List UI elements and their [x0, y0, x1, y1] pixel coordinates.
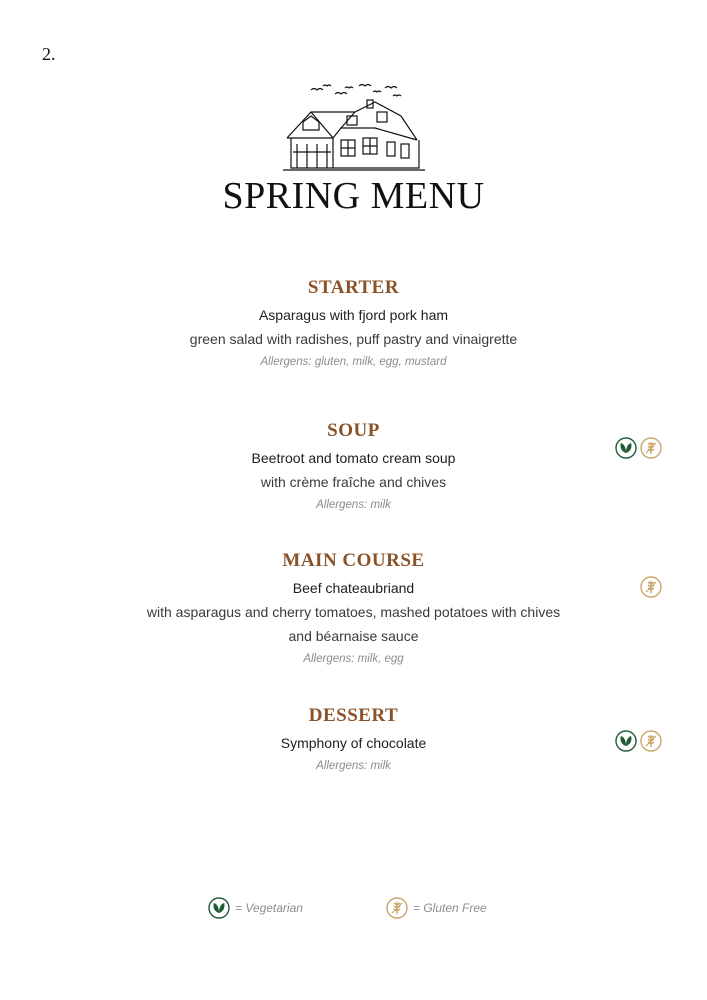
- allergens: Allergens: gluten, milk, egg, mustard: [260, 356, 447, 368]
- vegetarian-icon: [208, 897, 230, 919]
- dish-name: Asparagus with fjord pork ham: [258, 307, 449, 323]
- course-heading: STARTER: [307, 277, 400, 298]
- course-heading: DESSERT: [308, 705, 399, 726]
- legend-vegetarian-label: = Vegetarian: [235, 901, 303, 915]
- gluten-free-icon: [640, 730, 662, 752]
- house-logo: [283, 82, 425, 172]
- gluten-free-icon: [640, 437, 662, 459]
- dish-description: green salad with radishes, puff pastry and vinaigrette: [189, 331, 518, 347]
- dish-description: with asparagus and cherry tomatoes, mashed potatoes with chives: [146, 604, 561, 620]
- gluten-free-icon: [386, 897, 408, 919]
- menu-title: SPRING MENU: [222, 175, 485, 217]
- course-starter: [0, 277, 707, 373]
- dish-description: with crème fraîche and chives: [260, 474, 447, 490]
- vegetarian-icon: [615, 730, 637, 752]
- dish-name: Beetroot and tomato cream soup: [251, 450, 456, 466]
- legend-vegetarian: [208, 897, 303, 919]
- dish-description-cont: and béarnaise sauce: [288, 628, 419, 644]
- dessert-diet-icons: [615, 730, 662, 752]
- main-diet-icons: [640, 576, 662, 598]
- soup-diet-icons: [615, 437, 662, 459]
- course-heading: SOUP: [327, 420, 380, 441]
- legend-gluten-free: [386, 897, 487, 919]
- legend-gluten-free-label: = Gluten Free: [413, 901, 487, 915]
- course-soup: [0, 420, 707, 516]
- allergens: Allergens: milk: [316, 760, 391, 772]
- course-heading: MAIN COURSE: [282, 550, 425, 571]
- course-dessert: [0, 705, 707, 777]
- allergens: Allergens: milk, egg: [303, 653, 404, 665]
- dish-name: Beef chateaubriand: [292, 580, 415, 596]
- dish-name: Symphony of chocolate: [280, 735, 427, 751]
- gluten-free-icon: [640, 576, 662, 598]
- course-main: [0, 550, 707, 670]
- page-number: 2.: [42, 44, 56, 64]
- vegetarian-icon: [615, 437, 637, 459]
- allergens: Allergens: milk: [316, 499, 391, 511]
